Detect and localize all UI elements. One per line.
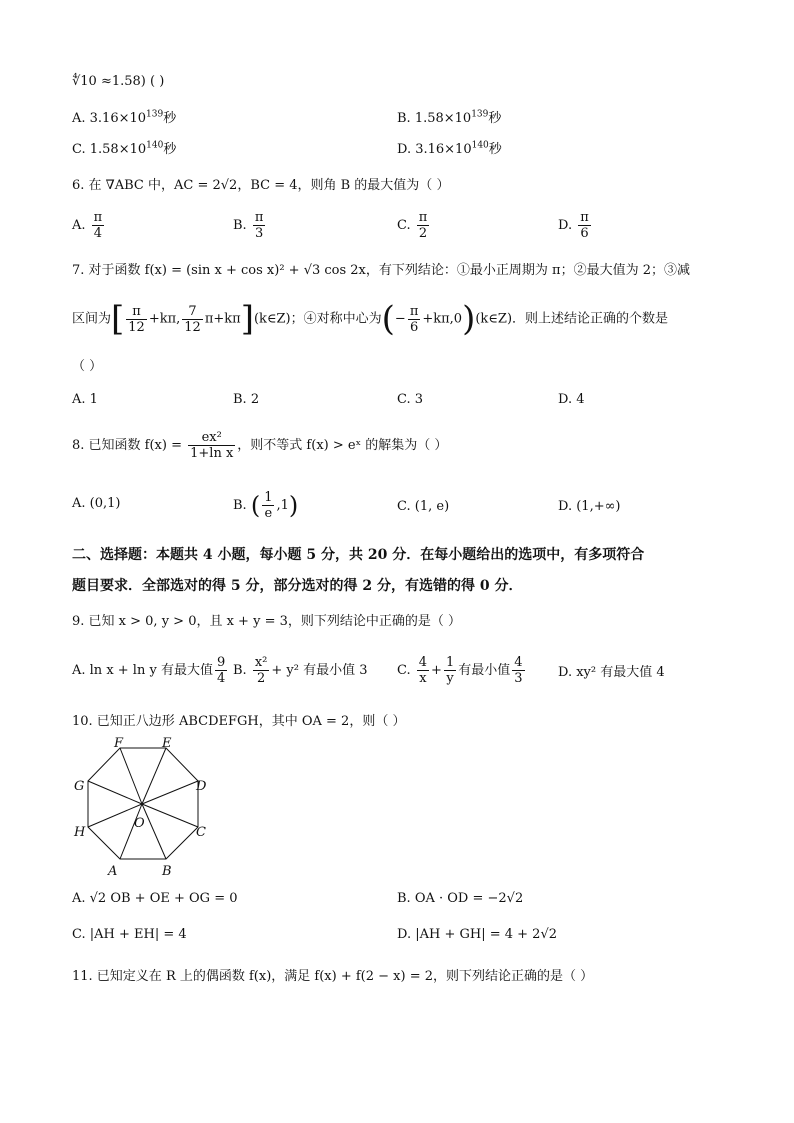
- q5-option-d: D. $3.16\times 10^{140}$秒: [397, 140, 502, 157]
- q7-option-d: D. 4: [558, 392, 585, 407]
- q5-stem-tail: ∜10 ≈1.58) ( ): [72, 74, 165, 89]
- q10-stem: 10. 已知正八边形 ABCDEFGH，其中 OA = 2，则（ ）: [72, 714, 406, 729]
- q7-stem-line1: 7. 对于函数 f(x) = (sin x + cos x)² + √3 cos 2x，有下列结论：①最小正周期为 π；②最大值为 2；③减: [72, 263, 690, 278]
- q8-option-d: D. (1,+∞): [558, 499, 621, 514]
- q5-option-a: A. $3.16\times 10^{139}$秒: [72, 109, 177, 126]
- q7-stem-line2: 区间为[ $\frac{\pi}{12}$ +kπ, $\frac{7}{12}$ π+kπ](k∈Z)；④对称中心为(− $\frac{\pi}{6}$ +kπ,0)(k∈Z)．则上述结论正确的个数是: [72, 299, 669, 339]
- q10-option-d: D. |AH + GH| = 4 + 2√2: [397, 927, 557, 942]
- vertex-label-g: G: [74, 779, 85, 794]
- section2-heading-line1: 二、选择题：本题共 4 小题，每小题 5 分，共 20 分．在每小题给出的选项中，有多项符合: [72, 547, 645, 563]
- q10-option-a: A. √2 OB + OE + OG = 0: [72, 891, 238, 906]
- q9-stem: 9. 已知 x > 0, y > 0，且 x + y = 3，则下列结论中正确的是（ ）: [72, 614, 461, 629]
- q9-option-a: A. ln x + ln y 有最大值 $\frac{9}{4}$: [72, 655, 226, 686]
- q5-option-c: C. $1.58\times 10^{140}$秒: [72, 140, 177, 157]
- q11-stem: 11. 已知定义在 R 上的偶函数 f(x)，满足 f(x) + f(2 − x) = 2，则下列结论正确的是（ ）: [72, 969, 594, 984]
- center-label-o: O: [134, 816, 145, 831]
- vertex-label-f: F: [114, 736, 124, 751]
- vertex-label-d: D: [196, 779, 207, 794]
- q10-option-b: B. OA · OD = −2√2: [397, 891, 524, 906]
- q7-option-a: A. 1: [72, 392, 98, 407]
- q6-option-d: D. $\frac{\pi}{6}$: [558, 210, 589, 241]
- vertex-label-b: B: [162, 864, 172, 879]
- q6-option-b: B. $\frac{\pi}{3}$: [233, 210, 264, 241]
- q6-option-a: A. $\frac{\pi}{4}$: [72, 210, 103, 241]
- vertex-label-h: H: [74, 825, 86, 840]
- q7-option-b: B. 2: [233, 392, 260, 407]
- vertex-label-a: A: [108, 864, 118, 879]
- q7-option-c: C. 3: [397, 392, 424, 407]
- q8-option-b: B. ( $\frac{1}{e}$ ,1): [233, 490, 299, 521]
- q8-option-a: A. (0,1): [72, 496, 121, 511]
- q10-option-c: C. |AH + EH| = 4: [72, 927, 187, 942]
- vertex-label-e: E: [162, 736, 172, 751]
- q9-option-d: D. xy² 有最大值 4: [558, 665, 665, 680]
- q8-stem: 8. 已知函数 f(x) = $\frac{\text{ex²}}{\text{1+ln x}}$ ，则不等式 f(x) > eˣ 的解集为（ ）: [72, 430, 448, 461]
- q5-option-b: B. $1.58\times 10^{139}$秒: [397, 109, 502, 126]
- vertex-label-c: C: [196, 825, 206, 840]
- q7-stem-line3: （ ）: [72, 359, 103, 374]
- q9-option-c: C. $\frac{4}{x}$ + $\frac{1}{y}$ 有最小值 $\frac{4}{3}$: [397, 655, 523, 686]
- q6-option-c: C. $\frac{\pi}{2}$: [397, 210, 428, 241]
- octagon-figure: [64, 735, 224, 880]
- section2-heading-line2: 题目要求．全部选对的得 5 分，部分选对的得 2 分，有选错的得 0 分．: [72, 578, 523, 594]
- q9-option-b: B. $\frac{\text{x²}}{2}$ + y² 有最小值 3: [233, 655, 368, 686]
- q6-stem: 6. 在 ∇ABC 中，AC = 2√2，BC = 4，则角 B 的最大值为（ ）: [72, 178, 450, 193]
- q8-option-c: C. (1, e): [397, 499, 450, 514]
